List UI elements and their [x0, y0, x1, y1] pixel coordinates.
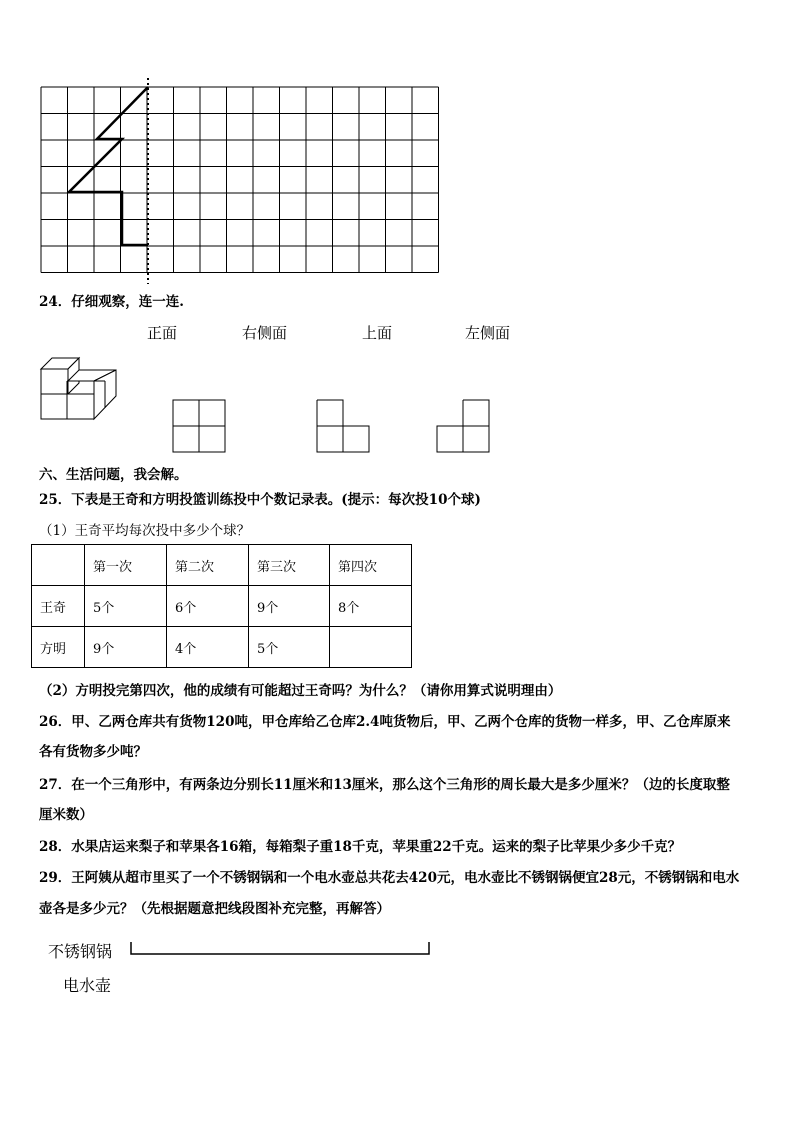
table-cell: 4个: [167, 627, 249, 668]
table-cell: 第一次: [85, 545, 167, 586]
view-reverse-l-shape[interactable]: [436, 399, 492, 455]
question-26-line-1: 26．甲、乙两仓库共有货物120吨，甲仓库给乙仓库2.4吨货物后，甲、乙两个仓库的货物一样多，甲、乙仓库原来: [39, 714, 731, 730]
segment-label-pot: 不锈钢锅: [48, 942, 113, 961]
table-cell: 王奇: [32, 586, 85, 627]
question-27-line-1: 27．在一个三角形中，有两条边分别长11厘米和13厘米，那么这个三角形的周长最大是多少厘米？（边的长度取整: [39, 777, 730, 793]
table-header-row: [32, 545, 412, 586]
table-cell[interactable]: [330, 627, 412, 668]
table-cell: 5个: [249, 627, 330, 668]
question-26-line-2: 各有货物多少吨？: [39, 744, 147, 760]
view-label-top: 上面: [362, 324, 393, 342]
table-cell: 5个: [85, 586, 167, 627]
view-label-front: 正面: [147, 324, 178, 342]
shooting-record-table: [31, 544, 412, 668]
question-29-line-2: 壶各是多少元？（先根据题意把线段图补充完整，再解答）: [39, 901, 390, 917]
table-cell: 9个: [85, 627, 167, 668]
question-25: 25．下表是王奇和方明投篮训练投中个数记录表。(提示：每次投10个球): [39, 492, 481, 508]
view-l-shape[interactable]: [316, 399, 372, 455]
table-cell: 8个: [330, 586, 412, 627]
table-cell: [32, 545, 85, 586]
cube-solid-figure: [38, 356, 120, 422]
view-label-left: 左侧面: [465, 324, 511, 342]
symmetry-grid-figure: [0, 0, 794, 300]
grid: [41, 87, 439, 273]
table-cell: 9个: [249, 586, 330, 627]
segment-label-kettle[interactable]: 电水壶: [63, 976, 112, 995]
table-cell: 方明: [32, 627, 85, 668]
question-28: 28．水果店运来梨子和苹果各16箱，每箱梨子重18千克，苹果重22千克。运来的梨子比苹果少多少千克？: [39, 839, 682, 855]
question-25-sub-1: （1）王奇平均每次投中多少个球？: [39, 523, 251, 539]
table-row: [32, 627, 412, 668]
table-cell: 第三次: [249, 545, 330, 586]
table-cell: 第二次: [167, 545, 249, 586]
question-24: 24．仔细观察，连一连.: [39, 294, 184, 310]
view-square-four[interactable]: [172, 399, 228, 455]
table-cell: 6个: [167, 586, 249, 627]
pot-line-segment: [128, 934, 438, 960]
question-27-line-2: 厘米数）: [39, 807, 93, 823]
section-6-title: 六、生活问题，我会解。: [39, 467, 188, 483]
question-29-line-1: 29．王阿姨从超市里买了一个不锈钢锅和一个电水壶总共花去420元，电水壶比不锈钢锅便宜28元，不锈钢锅和电水: [39, 870, 740, 886]
question-25-sub-2: （2）方明投完第四次，他的成绩有可能超过王奇吗？为什么？（请你用算式说明理由）: [39, 683, 562, 699]
table-cell: 第四次: [330, 545, 412, 586]
table-row: [32, 586, 412, 627]
view-label-right: 右侧面: [242, 324, 288, 342]
